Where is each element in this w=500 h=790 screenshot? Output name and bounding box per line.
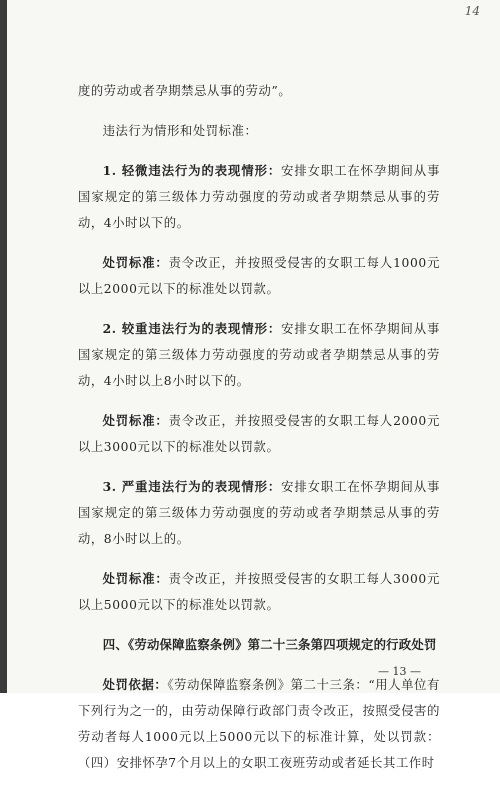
paragraph-severe-penalty <box>78 566 440 618</box>
text: 责令改正，并按照受侵害的女职工每人1000元以上2000元以下的标准处以罚款。 <box>78 256 440 296</box>
text: 度的劳动或者孕期禁忌从事的劳动”。 <box>78 84 292 98</box>
text: 责令改正，并按照受侵害的女职工每人2000元以上3000元以下的标准处以罚款。 <box>78 414 440 454</box>
paragraph-severe-violation <box>78 474 440 552</box>
scan-edge <box>0 0 7 693</box>
label: 处罚标准： <box>102 255 169 270</box>
page-number: — 13 — <box>378 665 421 678</box>
text: 违法行为情形和处罚标准： <box>102 124 258 138</box>
paragraph-legal-basis <box>78 672 440 776</box>
text: 责令改正，并按照受侵害的女职工每人3000元以上5000元以下的标准处以罚款。 <box>78 572 440 612</box>
label: 处罚依据： <box>102 677 168 692</box>
paragraph-minor-violation <box>78 158 440 236</box>
paragraph-moderate-penalty <box>78 408 440 460</box>
paragraph-continuation <box>78 78 440 104</box>
text: 《劳动保障监察条例》第二十三条：“用人单位有下列行为之一的，由劳动保障行政部门责令改正，按照受侵害的劳动者每人1000元以上5000元以下的标准计算，处以罚款：（四）安排怀孕7个月以上的女职工夜班劳动或者延长其工作时 <box>78 678 440 770</box>
document-body <box>78 78 440 790</box>
section-heading: 四、《劳动保障监察条例》第二十三条第四项规定的行政处罚 <box>102 637 437 652</box>
paragraph-moderate-violation <box>78 316 440 394</box>
handwritten-page-mark: 14 <box>464 4 480 18</box>
text: 安排女职工在怀孕期间从事国家规定的第三级体力劳动强度的劳动或者孕期禁忌从事的劳动，4小时以上8小时以下的。 <box>78 322 440 388</box>
text: 安排女职工在怀孕期间从事国家规定的第三级体力劳动强度的劳动或者孕期禁忌从事的劳动，8小时以上的。 <box>78 480 440 546</box>
paragraph-intro <box>78 118 440 144</box>
label: 3. 严重违法行为的表现情形： <box>102 479 282 494</box>
label: 1. 轻微违法行为的表现情形： <box>102 163 282 178</box>
label: 处罚标准： <box>102 413 169 428</box>
label: 处罚标准： <box>102 571 169 586</box>
text: 安排女职工在怀孕期间从事国家规定的第三级体力劳动强度的劳动或者孕期禁忌从事的劳动，4小时以下的。 <box>78 164 440 230</box>
label: 2. 较重违法行为的表现情形： <box>102 321 282 336</box>
paragraph-minor-penalty <box>78 250 440 302</box>
